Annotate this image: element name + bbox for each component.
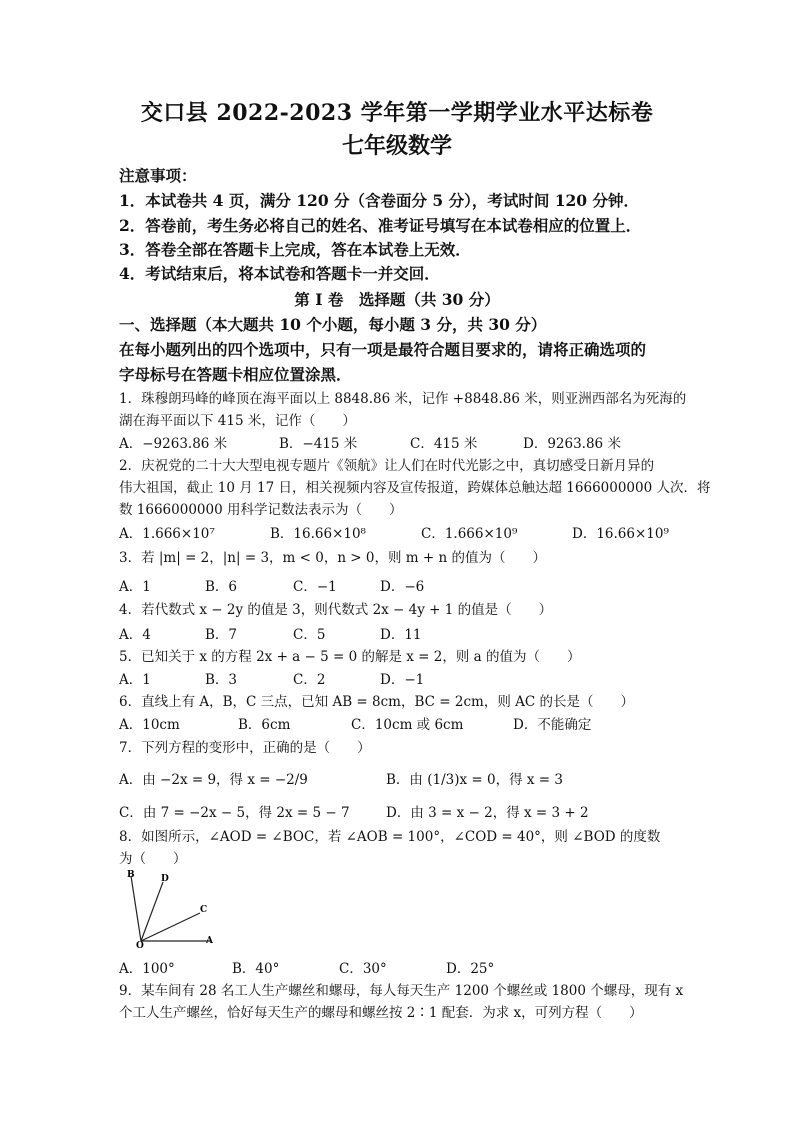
label-d: D xyxy=(161,874,169,884)
label-b: B xyxy=(127,870,135,880)
option-b: B．7 xyxy=(205,627,238,643)
notice-item: 1．本试卷共 4 页，满分 120 分（含卷面分 5 分），考试时间 120 分钟． xyxy=(119,191,639,210)
option-c: C．5 xyxy=(293,627,326,643)
option-a: A．1.666×10⁷ xyxy=(119,526,215,542)
section-heading: 一、选择题（本大题共 10 个小题，每小题 3 分，共 30 分） xyxy=(119,315,547,334)
question-stem: 数 1666000000 用科学记数法表示为（ ） xyxy=(119,502,403,518)
label-a: A xyxy=(206,936,213,946)
option-d: D．−6 xyxy=(380,579,425,595)
question-stem: 个工人生产螺丝，恰好每天生产的螺母和螺丝按 2∶1 配套．为求 x，可列方程（ ） xyxy=(119,1005,643,1021)
question-stem: 7．下列方程的变形中，正确的是（ ） xyxy=(119,740,371,756)
option-d: D．−1 xyxy=(380,672,425,688)
question-stem: 9．某车间有 28 名工人生产螺丝和螺母，每人每天生产 1200 个螺丝或 1800 个螺母，现有 x xyxy=(119,983,684,999)
question-stem: 湖在海平面以下 415 米，记作（ ） xyxy=(119,413,356,429)
notice-item: 3．答卷全部在答题卡上完成，答在本试卷上无效． xyxy=(119,240,471,259)
option-b: B．6cm xyxy=(238,717,291,733)
option-b: B．6 xyxy=(205,579,238,595)
option-d: D．不能确定 xyxy=(513,717,592,733)
option-b: B．40° xyxy=(232,961,280,977)
question-stem: 8．如图所示，∠AOD = ∠BOC，若 ∠AOB = 100°，∠COD = 40°，则 ∠BOD 的度数 xyxy=(119,829,661,845)
question-stem: 3．若 |m| = 2，|n| = 3，m < 0，n > 0，则 m + n 的值为（ ） xyxy=(119,550,546,566)
option-c: C．10cm 或 6cm xyxy=(351,717,464,733)
question-stem: 伟大祖国，截止 10 月 17 日，相关视频内容及宣传报道，跨媒体总触达超 1666000000 人次．将 xyxy=(119,480,711,496)
option-b: B．−415 米 xyxy=(279,436,358,452)
option-c: C．1.666×10⁹ xyxy=(421,526,518,542)
question-stem: 1．珠穆朗玛峰的峰顶在海平面以上 8848.86 米，记作 +8848.86 米，则亚洲西部名为死海的 xyxy=(119,391,687,407)
question-stem: 2．庆祝党的二十大大型电视专题片《领航》让人们在时代光影之中，真切感受日新月异的 xyxy=(119,458,655,474)
notice-heading: 注意事项： xyxy=(119,166,197,185)
option-c: C．−1 xyxy=(293,579,337,595)
option-b: B．3 xyxy=(205,672,238,688)
option-d: D．由 3 = x − 2，得 x = 3 + 2 xyxy=(386,805,589,821)
option-d: D．25° xyxy=(446,961,495,977)
option-c: C．2 xyxy=(293,672,326,688)
exam-title: 交口县 2022-2023 学年第一学期学业水平达标卷 xyxy=(140,100,654,126)
option-d: D．11 xyxy=(380,627,422,643)
angle-diagram xyxy=(124,868,224,950)
label-o: O xyxy=(136,941,144,950)
option-c: C．由 7 = −2x − 5，得 2x = 5 − 7 xyxy=(119,805,350,821)
section-instruction: 字母标号在答题卡相应位置涂黑． xyxy=(119,365,352,384)
label-c: C xyxy=(200,905,208,915)
option-a: A．−9263.86 米 xyxy=(119,436,228,452)
option-b: B．16.66×10⁸ xyxy=(270,526,366,542)
ray-ob xyxy=(131,876,141,941)
part-title: 第 I 卷 选择题（共 30 分） xyxy=(294,290,500,309)
option-a: A．1 xyxy=(119,579,151,595)
option-a: A．100° xyxy=(119,961,175,977)
option-d: D．16.66×10⁹ xyxy=(572,526,669,542)
question-stem: 为（ ） xyxy=(119,851,187,867)
option-d: D．9263.86 米 xyxy=(523,436,621,452)
option-a: A．1 xyxy=(119,672,151,688)
angle-figure xyxy=(124,868,224,954)
notice-item: 2．答卷前，考生务必将自己的姓名、准考证号填写在本试卷相应的位置上． xyxy=(119,216,642,235)
option-b: B．由 (1/3)x = 0，得 x = 3 xyxy=(386,772,563,788)
question-stem: 4．若代数式 x − 2y 的值是 3，则代数式 2x − 4y + 1 的值是（ ） xyxy=(119,602,553,618)
section-instruction: 在每小题列出的四个选项中，只有一项是最符合题目要求的，请将正确选项的 xyxy=(119,340,647,359)
option-c: C．30° xyxy=(339,961,387,977)
option-a: A．由 −2x = 9，得 x = −2/9 xyxy=(119,772,308,788)
notice-item: 4．考试结束后，将本试卷和答题卡一并交回． xyxy=(119,264,440,283)
question-stem: 6．直线上有 A，B，C 三点，已知 AB = 8cm，BC = 2cm，则 AC 的长是（ ） xyxy=(119,694,634,710)
exam-subtitle: 七年级数学 xyxy=(341,133,452,159)
option-c: C．415 米 xyxy=(410,436,478,452)
option-a: A．10cm xyxy=(119,717,180,733)
option-a: A．4 xyxy=(119,627,151,643)
question-stem: 5．已知关于 x 的方程 2x + a − 5 = 0 的解是 x = 2，则 a 的值为（ ） xyxy=(119,649,581,665)
